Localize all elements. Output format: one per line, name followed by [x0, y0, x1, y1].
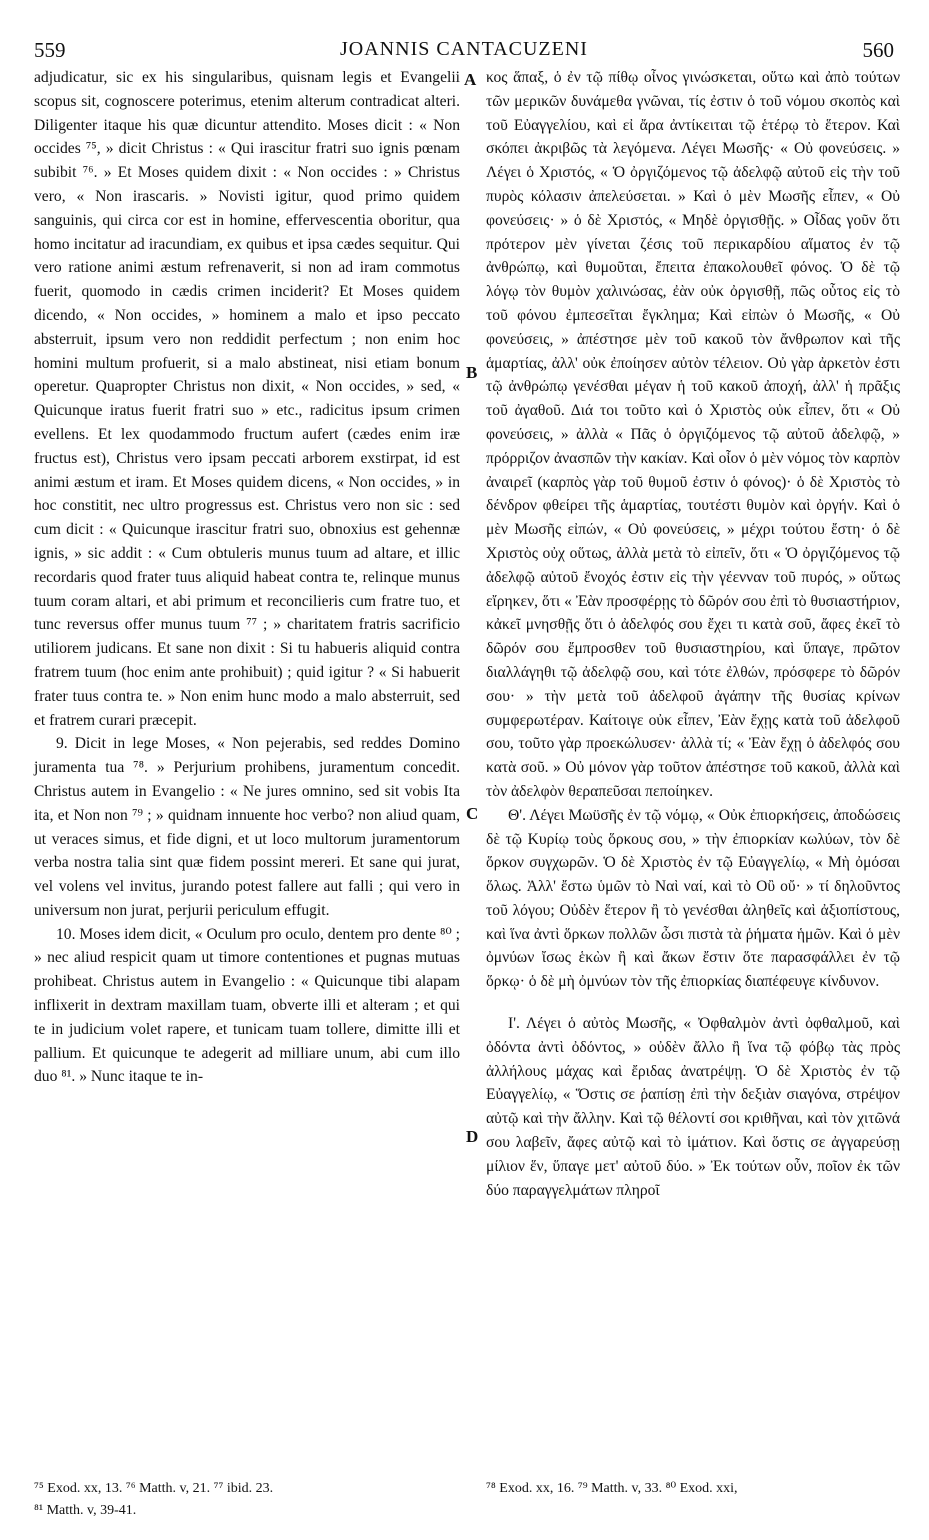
latin-column — [34, 66, 460, 1089]
greek-paragraph-9: Θ'. Λέγει Μωϋσῆς ἐν τῷ νόμῳ, « Οὐκ ἐπιορκήσεις, ἀποδώσεις δὲ τῷ Κυρίῳ τοὺς ὅρκους σου, » τὴν ἐπιορκίαν κωλύων, τὸν δὲ ὅρκον συγχωρῶν. Ὁ δὲ Χριστὸς ἐν τῷ Εὐαγγελίῳ, « Μὴ ὀμόσαι ὅλως. Ἀλλ' ἔστω ὑμῶν τὸ Ναὶ ναί, καὶ τὸ Οὒ οὔ· » τί δηλοῦντος τοῦ λόγου; Οὐδὲν ἕτερον ἢ τὸ γενέσθαι ἀληθεῖς καὶ ἀξιοπίστους, καὶ ἵνα ἀντὶ ὅρκων πολλῶν ὦσι πιστὰ τὰ ῥήματα ἡμῶν. Καὶ ὁ μὲν ὀμνύων ἴσως ἑκὼν ἢ καὶ ἄκων ἔστιν ὅτε παρασφάλλει ἐν τῷ ὅρκῳ· ὁ δὲ μὴ ὀμνύων τὸν τῆς ἐπιορκίας διαπέφευγε κίνδυνον. — [486, 806, 900, 991]
margin-letter-b: B — [466, 363, 478, 382]
latin-paragraph-10: 10. Moses idem dicit, « Oculum pro oculo, dentem pro dente ⁸⁰ ; » nec aliud respicit quam ut timore contentiones et pugnas mutuas prohibeat. Christus autem in Evangelio : « Quicunque tibi alapam inflixerit in dextram maxillam tuam, obverte illi et alteram ; et qui te in judicium volet rapere, et tunicam tuam tollere, dimitte illi et pallium. Et quicunque te adegerit ad milliare unum, abi cum illo duo ⁸¹. » Nunc itaque te in- — [34, 925, 460, 1086]
page-number-right: 560 — [862, 38, 894, 62]
running-head: JOANNIS CANTACUZENI — [340, 38, 588, 60]
footnote-line: ⁷⁵ Exod. xx, 13. ⁷⁶ Matth. v, 21. ⁷⁷ ibid. 23. — [34, 1481, 274, 1496]
latin-paragraph-9: 9. Dicit in lege Moses, « Non pejerabis, sed reddes Domino juramenta tua ⁷⁸. » Perjurium prohibens, juramentum concedit. Christus autem in Evangelio : « Ne jures omnino, sed sit vobis Ita ita, et Non non ⁷⁹ ; » quidnam innuente hoc verbo? non aliud quam, ut veraces simus, et fide digni, et ut loco multorum juramentorum verba nostra talia sint quæ fidem possint mereri. Et sane qui jurat, vel volens vel invitus, jurando potest fallere aut falli ; qui vero in universum non jurat, perjurii periculum effugit. — [34, 735, 460, 919]
margin-letter-a: A — [464, 70, 477, 89]
margin-letter-c: C — [466, 804, 479, 823]
footnotes-right — [486, 1478, 906, 1500]
greek-column — [486, 66, 900, 1202]
margin-letter-d: D — [466, 1127, 479, 1146]
page-header — [34, 38, 894, 64]
footnote-line: ⁷⁸ Exod. xx, 16. ⁷⁹ Matth. v, 33. ⁸⁰ Exod. xxi, — [486, 1481, 738, 1496]
footnotes-left — [34, 1478, 474, 1522]
page-number-left: 559 — [34, 38, 66, 62]
latin-paragraph-8: adjudicatur, sic ex his singularibus, quisnam legis et Evangelii scopus sit, cognoscere poterimus, etenim alterum contradicat alteri. Diligenter itaque his quæ dicuntur attendito. Moses dicit : « Non occides ⁷⁵, » dicit Christus : « Qui irascitur fratri suo ignis pœnam subibit ⁷⁶. » Et Moses quidem dixit : « Non occides : » Christus vero, « Non irascaris. » Novisti igitur, quod primo quidem sanguinis, qui circa cor est in homine, effervescentia oboritur, qua homo incitatur ad iracundiam, ex quibus et ipsa cædes sequitur. Qui vero ratione animi æstum refrenaverit, si non ad iram commotus fuerit, quomodo in cædis crimen inciderit? Et Moses quidem dicendo, « Non occides, » hominem a malo et ipso peccato absterruit, ipsum vero non reddidit perfectum ; non enim hoc homini multum profuerit, si a malo abstineat, nisi etiam bonum operetur. Quapropter Christus non dixit, « Non occides, » sed, « Quicunque iratus fuerit fratri suo » etc., radicitus ipsum crimen evellens. Et lex quodammodo fructum aufert (cædes enim iræ fructus est), Christus vero ipsam peccati arborem exstirpat, id est animi æstum et iram. Et Moses quidem dicens, « Non occides, » in hoc constitit, nec ultro progressus est. Christus vero non sic : sed cum dicit : « Quicunque irascitur fratri suo, obnoxius est gehennæ ignis, » sic addit : « Cum obtuleris munus tuum ad altare, et illic recordaris quod frater tuus aliquid habeat contra te, relinque munus tuum coram altari, et abi primum et reconcilieris cum fratre tuo, et tunc reversus offer munus tuum ⁷⁷ ; » charitatem fratris sacrificio utiliorem judicans. Et sane non dixit : Si tu habueris aliquid contra fratrem tuum (hoc enim ante prohibuit) ; quid igitur ? « Si habuerit frater tuus contra te. » Non enim hunc modo a malo absterruit, sed et fratrem curari præcepit. — [34, 69, 460, 729]
greek-paragraph-8: κος ἅπαξ, ὁ ἐν τῷ πίθῳ οἶνος γινώσκεται, οὕτω καὶ ἀπὸ τούτων τῶν μερικῶν δυνάμεθα γνῶναι, τίς ἐστιν ὁ τοῦ νόμου σκοπὸς καὶ τοῦ Εὐαγγελίου, καὶ εἰ ἄρα ἀντίκειται τῷ ἑτέρῳ τὸ ἕτερον. Καὶ σκόπει ἀκριβῶς τὰ λεγόμενα. Λέγει Μωσῆς· « Οὐ φονεύσεις. » Λέγει ὁ Χριστός, « Ὁ ὀργιζόμενος τῷ ἀδελφῷ αὐτοῦ εἰς τὴν τοῦ πυρὸς κόλασιν ἀπελεύσεται. » Καὶ ὁ μὲν Μωσῆς εἶπεν, « Οὐ φονεύσεις· » ὁ δὲ Χριστός, « Μηδὲ ὀργισθῇς. » Οἶδας γοῦν ὅτι πρότερον μὲν γίνεται ζέσις τοῦ περικαρδίου αἵματος ἐν τῷ ἀνθρώπῳ, καὶ θυμοῦται, ἔπειτα ἐπακολουθεῖ φόνος. Ὁ δὲ τῷ λόγῳ τὸν θυμὸν χαλινώσας, ἐὰν οὐκ ὀργισθῇ, πῶς οὗτος εἰς τὸ τοῦ φόνου ἐμπεσεῖται ἔγκλημα; Καὶ εἰπὼν ὁ Μωσῆς, « Οὐ φονεύσεις, » ἀπέστησε μὲν τοῦ κακοῦ τὸν ἄνθρωπον καὶ τῆς ἁμαρτίας, ἀλλ' οὐκ ἐποίησεν αὐτὸν τέλειον. Οὐ γὰρ ἀρκετὸν ἐστι τῷ ἀνθρώπῳ γενέσθαι μέγαν ἡ τοῦ κακοῦ ἀποχή, ἀλλ' ἡ πρᾶξις τοῦ ἀγαθοῦ. Διά τοι τοῦτο καὶ ὁ Χριστὸς οὐκ εἶπεν, ὅτι « Οὐ φονεύσεις, » ἀλλὰ « Πᾶς ὁ ὀργιζόμενος τῷ αὐτοῦ ἀδελφῷ, » πρόρριζον ἀνασπῶν τὴν κακίαν. Καὶ οἷον ὁ μὲν νόμος τὸν καρπὸν ἀναιρεῖ (καρπὸς γὰρ τοῦ θυμοῦ ἐστιν ὁ φόνος)· ὁ δὲ Χριστὸς τὸ δένδρον φθείρει τῆς ἁμαρτίας, τουτέστι θυμὸν καὶ ὀργήν. Καὶ ὁ μὲν Μωσῆς εἰπών, « Οὐ φονεύσεις, » μέχρι τούτου ἔστη· ὁ δὲ Χριστὸς οὐχ οὕτως, ἀλλὰ μετὰ τὸ εἰπεῖν, ὅτι « Ὁ ὀργιζόμενος τῷ ἀδελφῷ αὐτοῦ ἔνοχός ἐστιν εἰς τὴν γέενναν τοῦ πυρός, » οὕτως εἴρηκεν, ὅτι « Ἐὰν προσφέρῃς τὸ δῶρόν σου ἐπὶ τὸ θυσιαστήριον, κἀκεῖ μνησθῇς ὅτι ὁ ἀδελφός σου ἔχει τι κατὰ σοῦ, ἄφες ἐκεῖ τὸ δῶρόν σου ἔμπροσθεν τοῦ θυσιαστηρίου, καὶ ὕπαγε, πρῶτον διαλλάγηθι τῷ ἀδελφῷ σου, καὶ τότε ἐλθών, πρόσφερε τὸ δῶρόν σου· » τὴν μετὰ τοῦ ἀδελφοῦ ἀγάπην τῆς θυσίας κρίνων συμφερωτέραν. Καίτοιγε οὐκ εἶπεν, Ἐὰν ἔχῃς κατὰ τοῦ ἀδελφοῦ σου, τοῦτο γὰρ προεκώλυσεν· ἀλλὰ τί; « Ἐὰν ἔχῃ ὁ ἀδελφός σου κατὰ σοῦ. » Οὐ μόνον γὰρ τοῦτον ἀπέστησε τοῦ κακοῦ, ἀλλὰ καὶ τὸν ἀδελφὸν θεραπεῦσαι πεποίηκεν. — [486, 69, 900, 800]
footnote-line: ⁸¹ Matth. v, 39-41. — [34, 1503, 137, 1518]
greek-paragraph-10: Ι'. Λέγει ὁ αὐτὸς Μωσῆς, « Ὀφθαλμὸν ἀντὶ ὀφθαλμοῦ, καὶ ὀδόντα ἀντὶ ὀδόντος, » οὐδὲν ἄλλο ἢ ἵνα τῷ φόβῳ τὰς πρὸς ἀλλήλους μάχας καὶ ἔριδας ἀνατρέψῃ. Ὁ δὲ Χριστὸς ἐν τῷ Εὐαγγελίῳ, « Ὅστις σε ῥαπίσῃ ἐπὶ τὴν δεξιὰν σιαγόνα, στρέψον αὐτῷ καὶ τὴν ἄλλην. Καὶ τῷ θέλοντί σοι κριθῆναι, καὶ τὸν χιτῶνά σου λαβεῖν, ἄφες αὐτῷ καὶ τὸ ἱμάτιον. Καὶ ὅστις σε ἀγγαρεύσῃ μίλιον ἕν, ὕπαγε μετ' αὐτοῦ δύο. » Ἐκ τούτων οὖν, ποῖον ἐκ τῶν δύο παραγγελμάτων πληροῖ — [486, 1015, 900, 1199]
